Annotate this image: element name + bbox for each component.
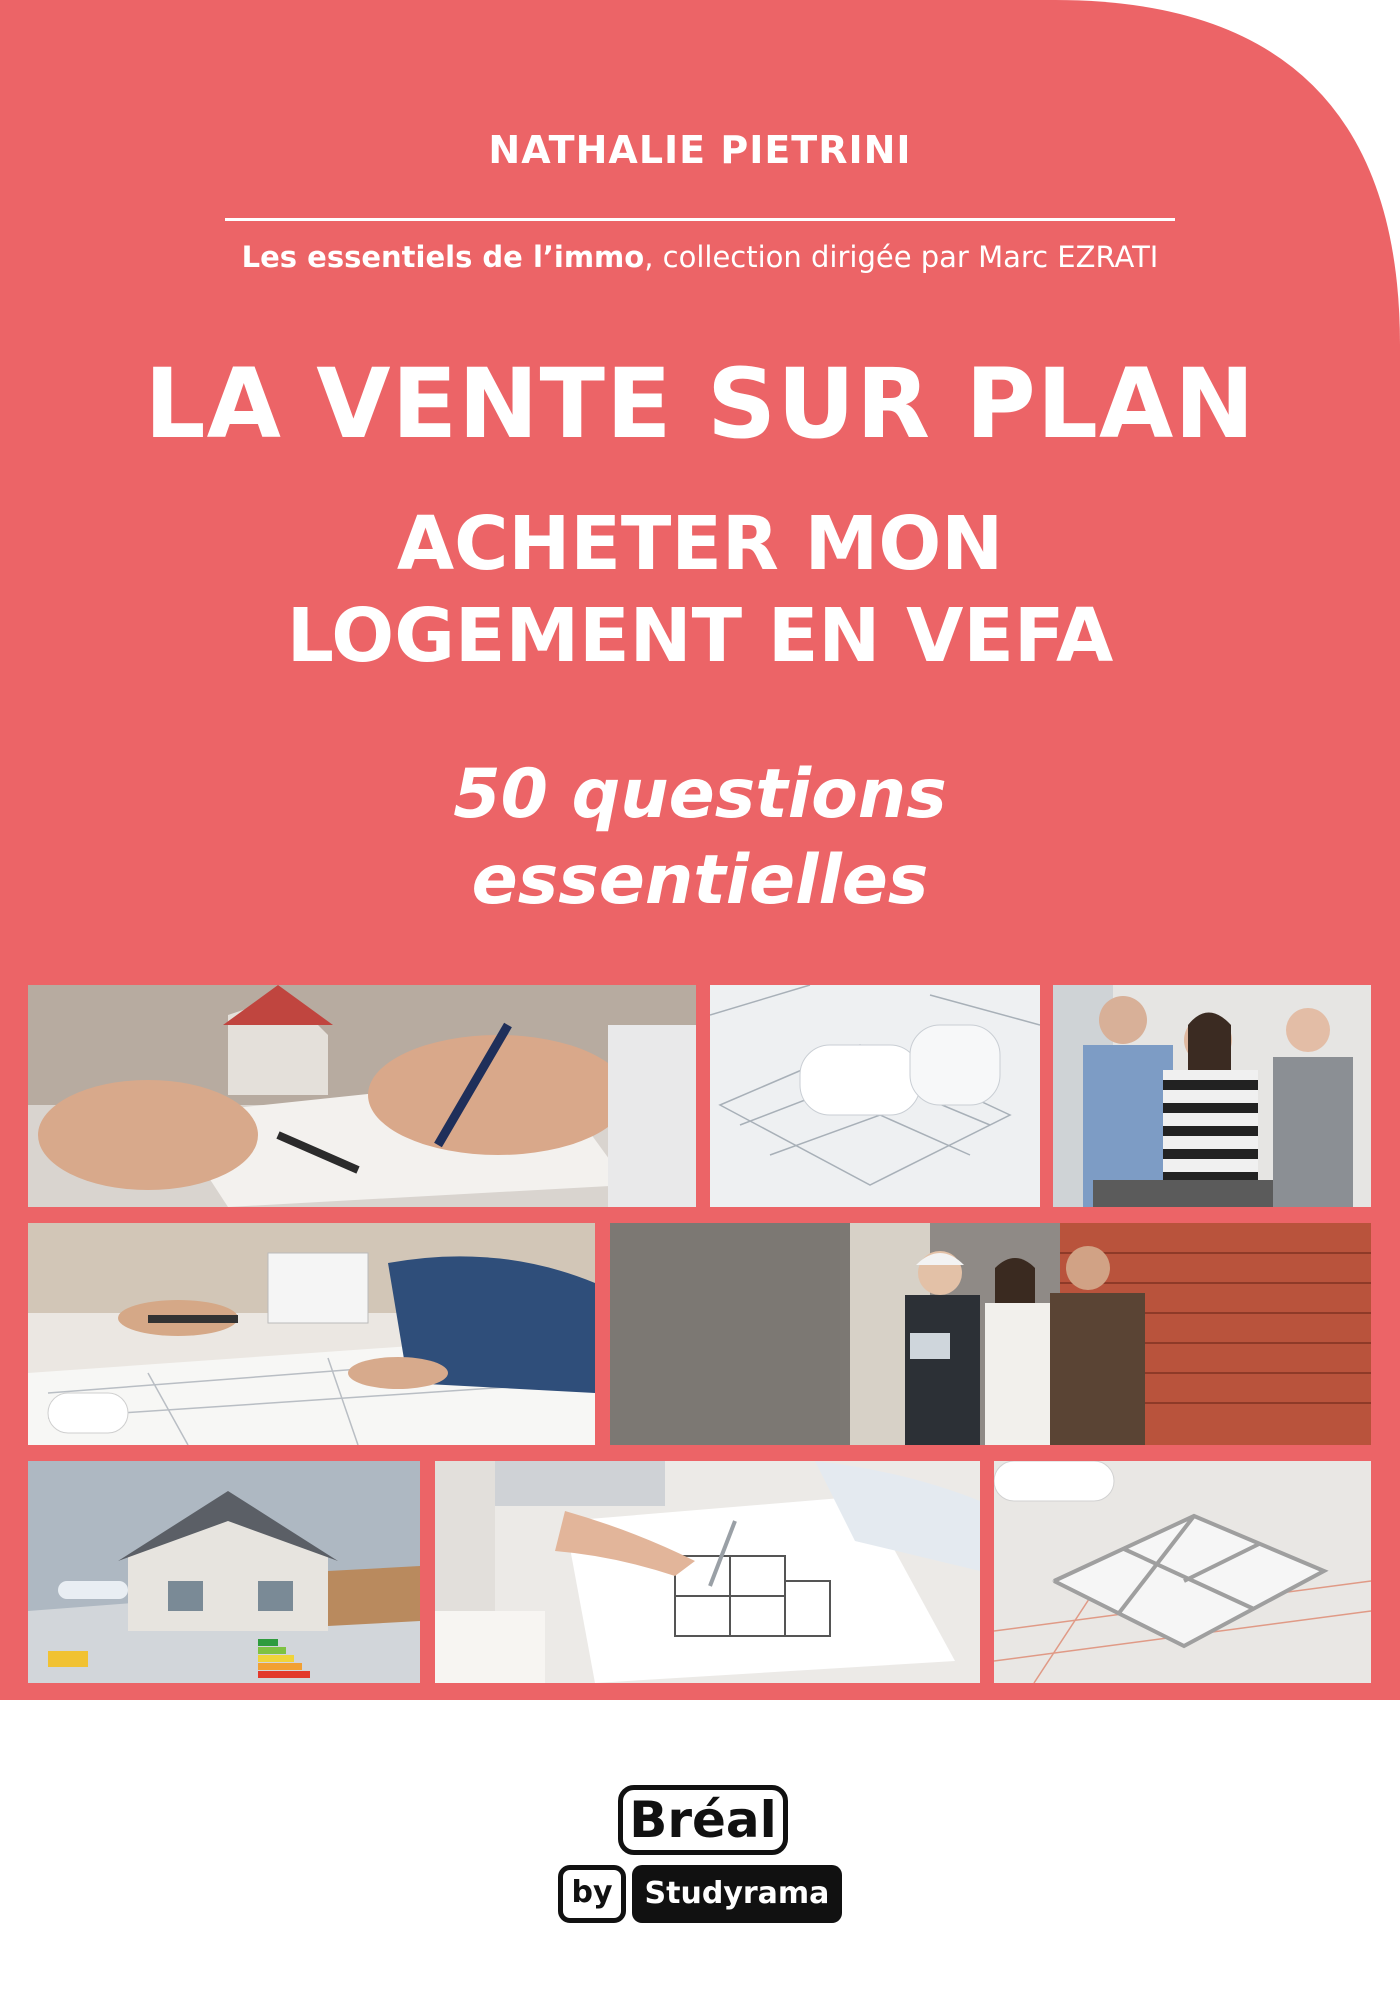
- collection-director: , collection dirigée par Marc EZRATI: [644, 240, 1159, 274]
- collection-name: Les essentiels de l’immo: [241, 240, 645, 274]
- site-visit-construction-photo: [610, 1223, 1371, 1445]
- book-subtitle: [100, 498, 1300, 682]
- author-divider: [225, 218, 1175, 221]
- 3d-floor-plan-photo: [994, 1461, 1371, 1683]
- breal-wordmark: Bréal: [618, 1785, 788, 1855]
- tagline-line-2: essentielles: [471, 841, 929, 920]
- hands-on-floor-plan-photo: [28, 1223, 595, 1445]
- by-label: by: [558, 1865, 626, 1923]
- tagline-line-1: 50 questions: [453, 755, 947, 834]
- pointing-at-plan-photo: [435, 1461, 980, 1683]
- book-tagline: [150, 752, 1250, 924]
- subtitle-line-1: ACHETER MON: [396, 501, 1004, 587]
- hands-signing-contract-photo: [28, 985, 696, 1207]
- studyrama-wordmark: Studyrama: [632, 1865, 842, 1923]
- agent-with-couple-photo: [1053, 985, 1371, 1207]
- rolled-blueprints-photo: [710, 985, 1040, 1207]
- collection-line: [200, 240, 1200, 274]
- publisher-logo: [558, 1785, 842, 1945]
- subtitle-line-2: LOGEMENT EN VEFA: [286, 593, 1114, 679]
- house-model-energy-label-photo: [28, 1461, 420, 1683]
- book-title: LA VENTE SUR PLAN: [144, 348, 1256, 460]
- author-name: NATHALIE PIETRINI: [488, 128, 912, 172]
